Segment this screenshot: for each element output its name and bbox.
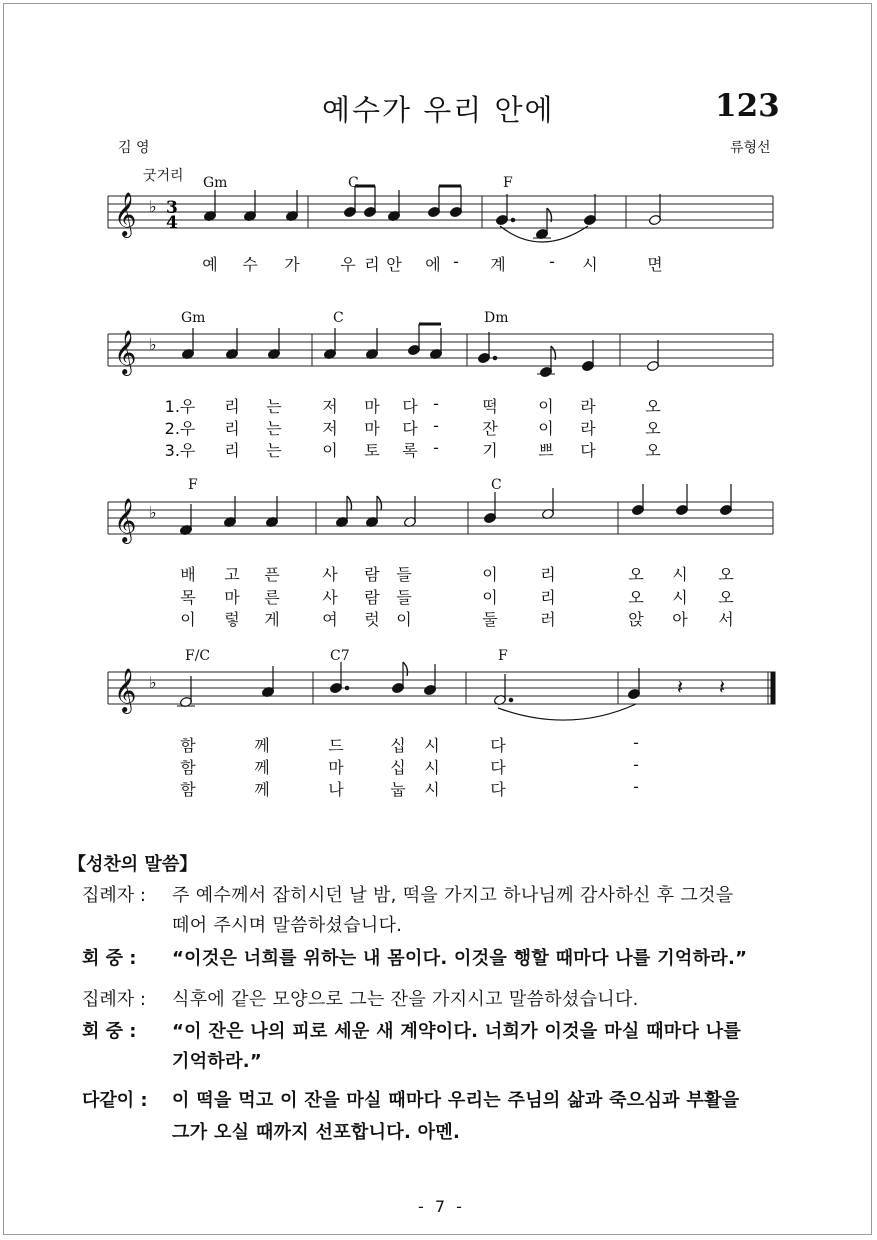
hymn-title: 예수가 우리 안에 <box>322 93 555 127</box>
hymn-number: 123 <box>715 88 780 124</box>
chord: F/C <box>185 648 211 664</box>
lyric-syllable: 들 <box>396 565 412 584</box>
lyric-syllable: 서 <box>718 610 734 629</box>
lyric-syllable: 라 <box>580 397 596 416</box>
lyric-syllable: 람 <box>364 565 380 584</box>
chord: C7 <box>330 648 350 664</box>
lyric-syllable: 시 <box>582 255 598 274</box>
lyric-syllable: 눕 <box>390 780 406 799</box>
lyric-syllable: 마 <box>364 419 380 438</box>
section-heading: 【성찬의 말씀】 <box>68 854 198 875</box>
dot <box>511 218 515 222</box>
lyric-syllable: 앉 <box>628 610 644 629</box>
lyric-syllable: 둘 <box>482 610 498 629</box>
chord: C <box>491 477 502 493</box>
time-signature-bottom: 4 <box>166 213 178 233</box>
lyric-syllable: 드 <box>328 736 344 755</box>
lyric-syllable: 함 <box>180 736 196 755</box>
flat-icon: ♭ <box>149 673 157 692</box>
lyric-syllable: 게 <box>264 610 280 629</box>
lyric-syllable: 계 <box>490 255 506 274</box>
chord: F <box>503 175 513 191</box>
lyric-syllable: 잔 <box>482 419 498 438</box>
lyric-syllable: 는 <box>266 419 282 438</box>
chord: F <box>498 648 508 664</box>
speaker-label: 집례자 : <box>82 885 146 906</box>
liturgy-text: 주 예수께서 잡히시던 날 밤, 떡을 가지고 하나님께 감사하신 후 그것을 <box>172 885 734 906</box>
lyric-syllable: 나 <box>328 780 344 799</box>
lyric-syllable: 면 <box>647 255 663 274</box>
lyric-syllable: - <box>549 252 555 271</box>
lyric-syllable: 리 <box>364 255 380 274</box>
flat-icon: ♭ <box>149 197 157 216</box>
quarter-rest-icon: 𝄽 <box>719 675 726 699</box>
lyric-syllable: 오 <box>645 419 661 438</box>
flag <box>347 496 352 510</box>
lyric-syllable: 1.우 <box>164 397 196 416</box>
lyric-syllable: 마 <box>364 397 380 416</box>
lyric-syllable: 픈 <box>264 565 280 584</box>
chord: Dm <box>484 310 509 326</box>
lyric-syllable: 3.우 <box>164 441 196 460</box>
lyric-syllable: 이 <box>396 610 412 629</box>
lyric-syllable: - <box>433 416 439 435</box>
lyricist: 김 영 <box>118 140 150 156</box>
lyric-syllable: 럿 <box>364 610 380 629</box>
chord: F <box>188 477 198 493</box>
liturgy-text: 이 떡을 먹고 이 잔을 마실 때마다 우리는 주님의 삶과 죽으심과 부활을 <box>172 1090 740 1111</box>
lyric-syllable: 다 <box>490 736 506 755</box>
lyric-syllable: 사 <box>322 565 338 584</box>
lyric-syllable: 아 <box>672 610 688 629</box>
lyric-syllable: 리 <box>540 565 556 584</box>
tie <box>498 704 636 720</box>
lyric-syllable: 십 <box>390 736 406 755</box>
lyric-syllable: - <box>453 252 459 271</box>
lyric-syllable: 2.우 <box>164 419 196 438</box>
lyric-syllable: 라 <box>580 419 596 438</box>
lyric-syllable: - <box>633 733 639 752</box>
speaker-label: 집례자 : <box>82 989 146 1010</box>
lyric-syllable: 이 <box>482 588 498 607</box>
lyric-syllable: 마 <box>328 758 344 777</box>
dot <box>509 698 513 702</box>
lyric-syllable: 이 <box>180 610 196 629</box>
lyric-syllable: 시 <box>672 588 688 607</box>
lyric-syllable: 고 <box>224 565 240 584</box>
flag <box>403 662 408 676</box>
lyric-syllable: 는 <box>266 397 282 416</box>
treble-clef-icon: 𝄞 <box>114 192 137 236</box>
lyric-syllable: 마 <box>224 588 240 607</box>
lyric-syllable: 께 <box>254 780 270 799</box>
lyric-syllable: 저 <box>322 419 338 438</box>
lyric-syllable: 목 <box>180 588 196 607</box>
chord: C <box>348 175 359 191</box>
lyric-syllable: 우 <box>340 255 356 274</box>
lyric-syllable: 시 <box>424 758 440 777</box>
treble-clef-icon: 𝄞 <box>114 498 137 542</box>
lyric-syllable: 오 <box>645 397 661 416</box>
lyric-syllable: 는 <box>266 441 282 460</box>
speaker-label: 회 중 : <box>82 948 137 969</box>
lyric-syllable: 함 <box>180 758 196 777</box>
composer: 류형선 <box>730 140 771 156</box>
liturgy-text-cont: 기억하라.” <box>172 1051 263 1072</box>
lyric-syllable: 쁘 <box>538 441 554 460</box>
dot <box>493 356 497 360</box>
lyric-syllable: 여 <box>322 610 338 629</box>
lyric-syllable: 떡 <box>482 397 498 416</box>
liturgy-text-cont: 떼어 주시며 말씀하셨습니다. <box>172 915 403 936</box>
lyric-syllable: 람 <box>364 588 380 607</box>
chord: Gm <box>181 310 206 326</box>
lyric-syllable: - <box>433 438 439 457</box>
flat-icon: ♭ <box>149 503 157 522</box>
lyric-syllable: 시 <box>424 736 440 755</box>
lyric-syllable: 이 <box>322 441 338 460</box>
lyric-syllable: 렇 <box>224 610 240 629</box>
lyric-syllable: 이 <box>538 419 554 438</box>
lyric-syllable: 예 <box>202 255 218 274</box>
chord: Gm <box>203 175 228 191</box>
treble-clef-icon: 𝄞 <box>114 668 137 712</box>
lyric-syllable: 저 <box>322 397 338 416</box>
lyric-syllable: 수 <box>242 255 258 274</box>
lyric-syllable: - <box>633 777 639 796</box>
lyric-syllable: 토 <box>364 441 380 460</box>
lyric-syllable: 러 <box>540 610 556 629</box>
lyric-syllable: 다 <box>580 441 596 460</box>
lyric-syllable: 록 <box>402 441 418 460</box>
lyric-syllable: 사 <box>322 588 338 607</box>
lyric-syllable: 이 <box>482 565 498 584</box>
speaker-label: 회 중 : <box>82 1021 137 1042</box>
lyric-syllable: 안 <box>386 255 402 274</box>
lyric-syllable: 에 <box>425 255 441 274</box>
time-signature-top: 3 <box>166 198 178 218</box>
lyric-syllable: 리 <box>224 441 240 460</box>
lyric-syllable: 오 <box>628 565 644 584</box>
lyric-syllable: 시 <box>672 565 688 584</box>
lyric-syllable: 다 <box>490 758 506 777</box>
flag <box>377 496 382 510</box>
lyric-syllable: 다 <box>402 419 418 438</box>
lyric-syllable: 다 <box>490 780 506 799</box>
lyric-syllable: 오 <box>718 588 734 607</box>
lyric-syllable: 른 <box>264 588 280 607</box>
lyric-syllable: 가 <box>284 255 300 274</box>
liturgy-text: “이 잔은 나의 피로 세운 새 계약이다. 너희가 이것을 마실 때마다 나를 <box>172 1021 742 1042</box>
lyric-syllable: 리 <box>224 419 240 438</box>
lyric-syllable: 다 <box>402 397 418 416</box>
lyric-syllable: 리 <box>540 588 556 607</box>
quarter-rest-icon: 𝄽 <box>677 675 684 699</box>
lyric-syllable: 시 <box>424 780 440 799</box>
liturgy-text-cont: 그가 오실 때까지 선포합니다. 아멘. <box>172 1122 461 1143</box>
lyric-syllable: 께 <box>254 758 270 777</box>
lyric-syllable: 배 <box>180 565 196 584</box>
lyric-syllable: 기 <box>482 441 498 460</box>
page-number: - 7 - <box>418 1197 465 1216</box>
liturgy-text: “이것은 너희를 위하는 내 몸이다. 이것을 행할 때마다 나를 기억하라.” <box>172 948 748 969</box>
liturgy-text: 식후에 같은 모양으로 그는 잔을 가지시고 말씀하셨습니다. <box>172 989 639 1010</box>
final-barline <box>771 672 775 704</box>
chord: C <box>333 310 344 326</box>
lyric-syllable: 들 <box>396 588 412 607</box>
lyric-syllable: - <box>633 755 639 774</box>
lyric-syllable: 께 <box>254 736 270 755</box>
lyric-syllable: 오 <box>718 565 734 584</box>
lyric-syllable: 이 <box>538 397 554 416</box>
lyric-syllable: - <box>433 394 439 413</box>
lyric-syllable: 오 <box>645 441 661 460</box>
tempo-marking: 굿거리 <box>143 168 184 184</box>
flat-icon: ♭ <box>149 335 157 354</box>
lyric-syllable: 리 <box>224 397 240 416</box>
lyric-syllable: 오 <box>628 588 644 607</box>
dot <box>345 686 349 690</box>
treble-clef-icon: 𝄞 <box>114 330 137 374</box>
speaker-label: 다같이 : <box>82 1090 148 1111</box>
lyric-syllable: 십 <box>390 758 406 777</box>
lyric-syllable: 함 <box>180 780 196 799</box>
